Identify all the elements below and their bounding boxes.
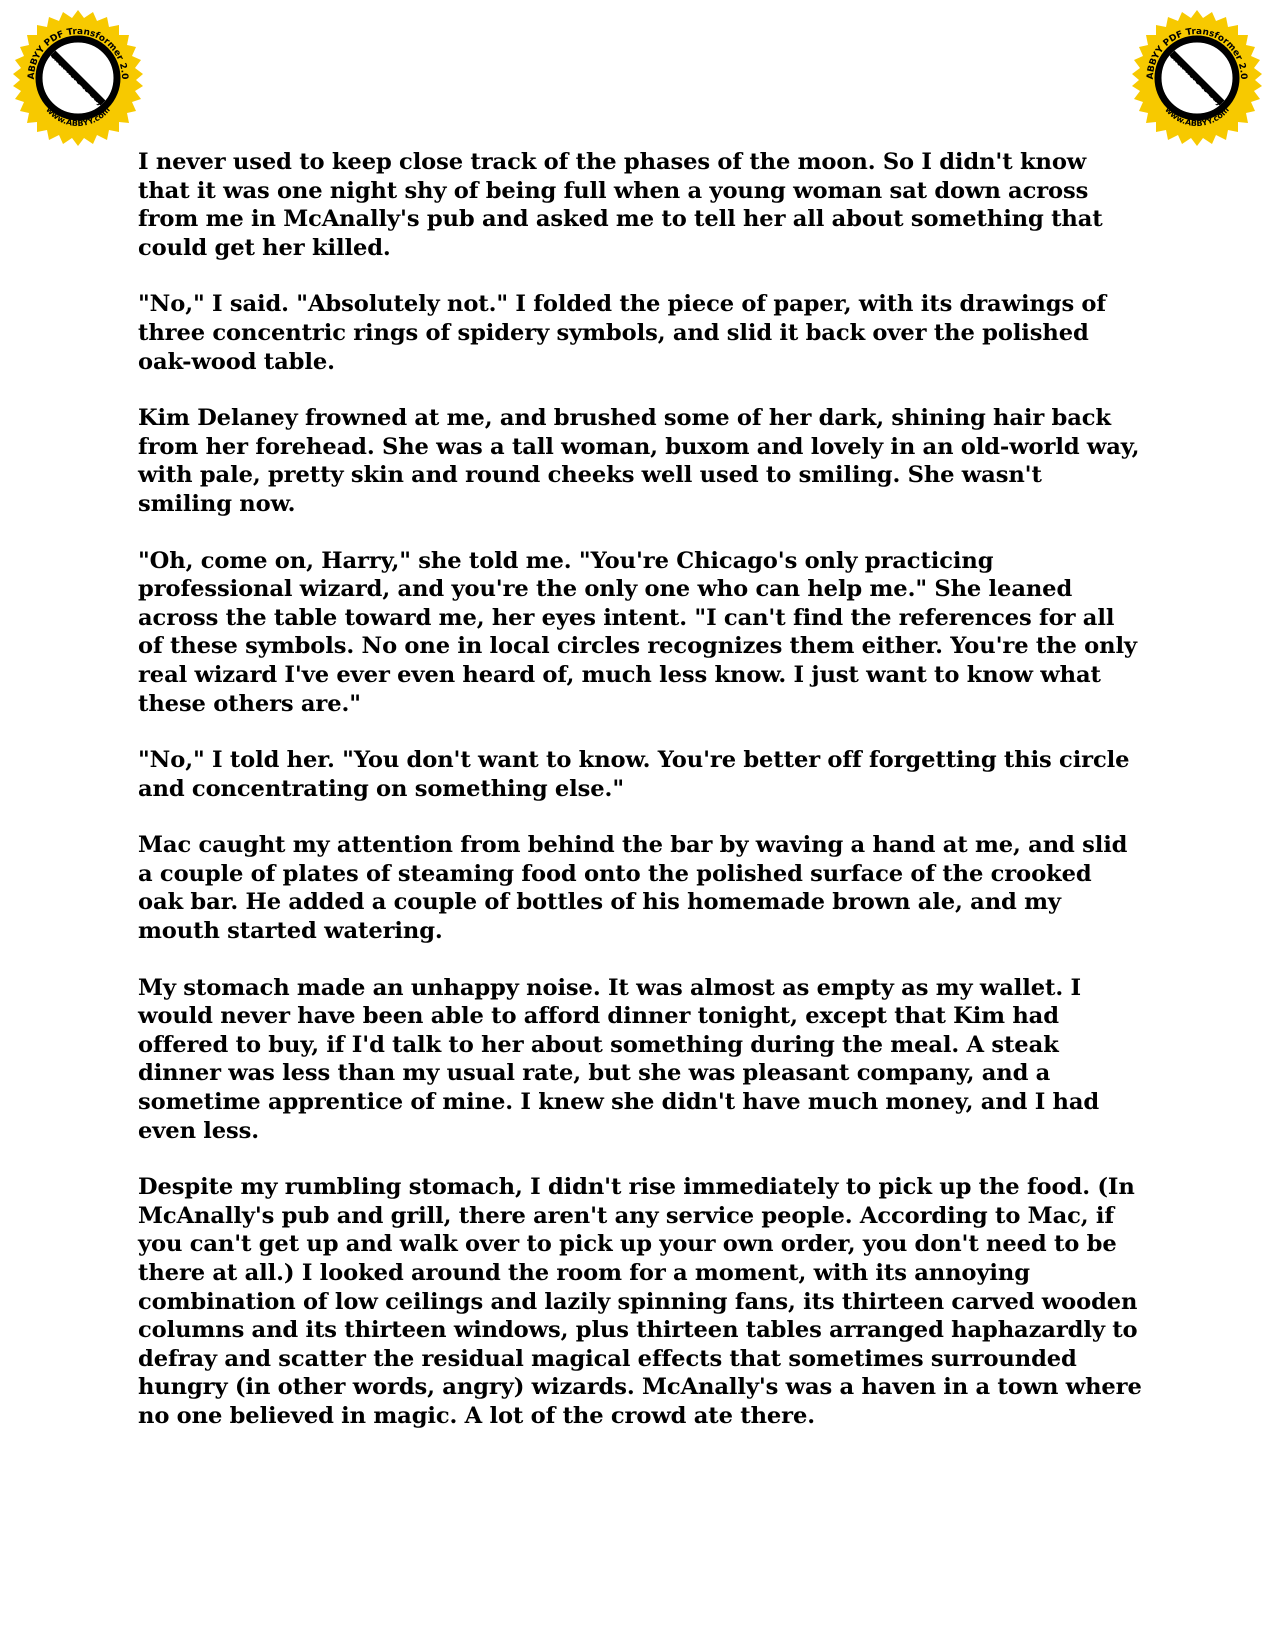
paragraph: "Oh, come on, Harry," she told me. "You're Chicago's only practicing professional wizard, and you're the only one who can help me." She leaned across the table toward me, her eyes intent. "I can't find the references for all of these symbols. No one in local circles recognizes them either. You're the only real wizard I've ever even heard of, much less know. I just want to know what these others are." [138,547,1137,717]
abbyy-seal-icon [1127,8,1267,148]
abbyy-seal-icon [8,8,148,148]
badge-bottom-text: www.ABBYY.com [1163,105,1231,129]
paragraph: Despite my rumbling stomach, I didn't rise immediately to pick up the food. (In McAnally's pub and grill, there aren't any service people. According to Mac, if you can't get up and walk over to pick up your own order, you don't need to be there at all.) I looked around the room for a moment, with its annoying combination of low ceilings and lazily spinning fans, its thirteen carved wooden columns and its thirteen windows, plus thirteen tables arranged haphazardly to defray and scatter the residual magical effects that sometimes surrounded hungry (in other words, angry) wizards. McAnally's was a haven in a town where no one believed in magic. A lot of the crowd ate there. [138,1174,1142,1429]
paragraph: "No," I told her. "You don't want to know. You're better off forgetting this circle and concentrating on something else." [138,747,1130,802]
paragraph: "No," I said. "Absolutely not." I folded the piece of paper, with its drawings of three concentric rings of spidery symbols, and slid it back over the polished oak-wood table. [138,291,1107,375]
badge-middle-text: Click here to buy [1167,50,1225,108]
paragraph: Kim Delaney frowned at me, and brushed some of her dark, shining hair back from her forehead. She was a tall woman, buxom and lovely in an old-world way, with pale, pretty skin and round cheeks well used to smiling. She wasn't smiling now. [138,405,1140,517]
document-body [138,148,1143,1459]
badge-middle-text: Click here to buy [48,50,106,108]
abbyy-buy-badge-right[interactable] [1127,8,1267,148]
badge-bottom-text: www.ABBYY.com [44,105,112,129]
abbyy-buy-badge-left[interactable] [8,8,148,148]
badge-top-text: ABBYY PDF Transformer 2.0 [26,26,130,80]
paragraph: I never used to keep close track of the phases of the moon. So I didn't know that it was one night shy of being full when a young woman sat down across from me in McAnally's pub and asked me to tell her all about something that could get her killed. [138,149,1103,261]
badge-top-text: ABBYY PDF Transformer 2.0 [1145,26,1249,80]
paragraph: Mac caught my attention from behind the bar by waving a hand at me, and slid a couple of plates of steaming food onto the polished surface of the crooked oak bar. He added a couple of bottles of his homemade brown ale, and my mouth started watering. [138,832,1128,945]
paragraph: My stomach made an unhappy noise. It was almost as empty as my wallet. I would never have been able to afford dinner tonight, except that Kim had offered to buy, if I'd talk to her about something during the meal. A steak dinner was less than my usual rate, but she was pleasant company, and a sometime apprentice of mine. I knew she didn't have much money, and I had even less. [138,974,1100,1144]
